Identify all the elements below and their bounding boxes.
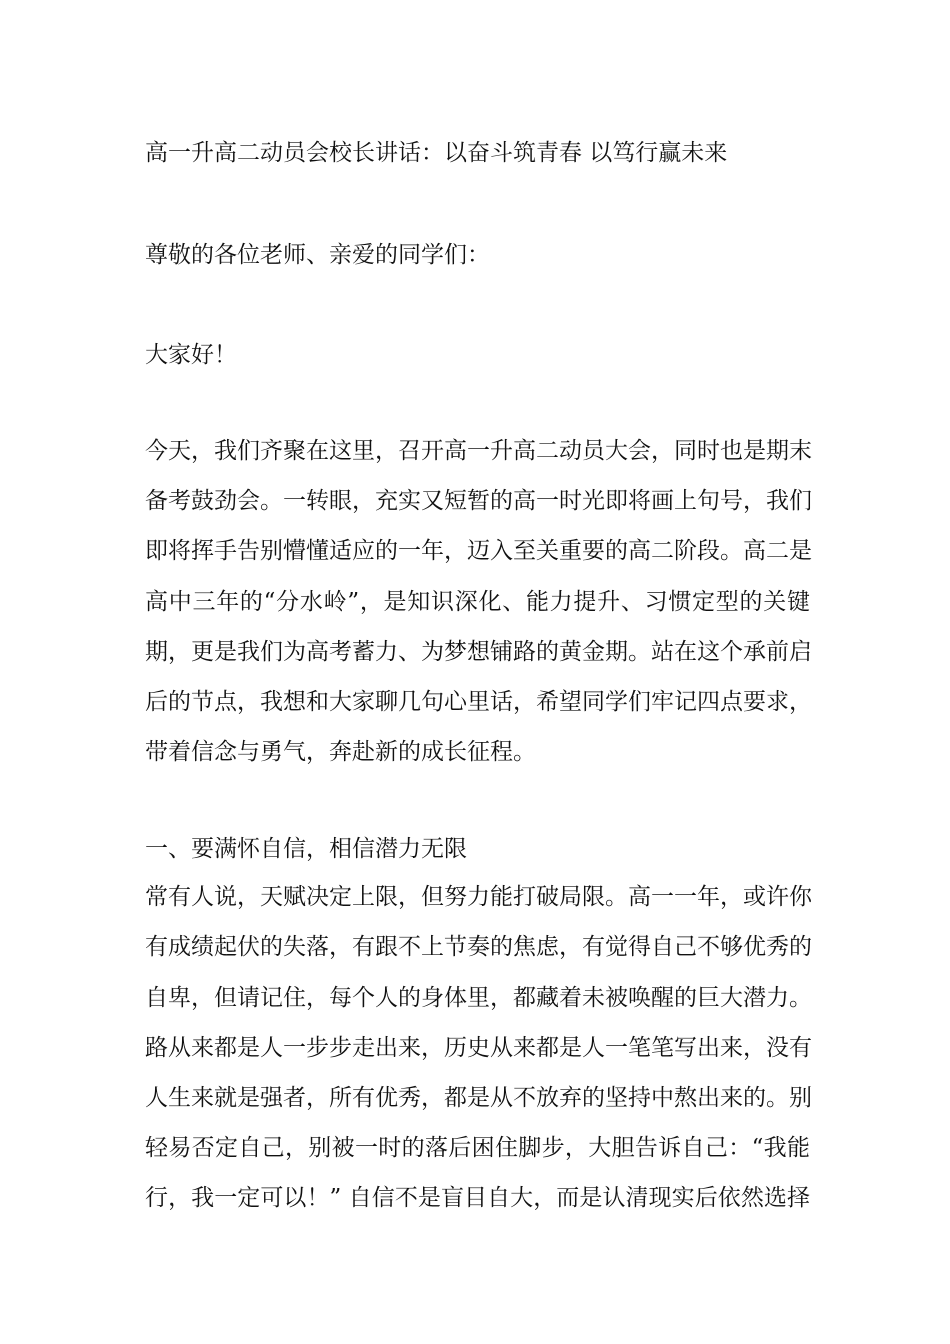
intro-line: 后的节点，我想和大家聊几句心里话，希望同学们牢记四点要求，: [145, 689, 812, 715]
greeting: 大家好！: [145, 342, 237, 368]
section-heading: 一、要满怀自信，相信潜力无限: [145, 836, 467, 862]
intro-line: 高中三年的“分水岭”，是知识深化、能力提升、习惯定型的关键: [145, 589, 810, 615]
intro-line: 备考鼓劲会。一转眼，充实又短暂的高一时光即将画上句号，我们: [145, 488, 812, 514]
document-title: 高一升高二动员会校长讲话：以奋斗筑青春 以笃行赢未来: [145, 140, 728, 166]
intro-line: 即将挥手告别懵懂适应的一年，迈入至关重要的高二阶段。高二是: [145, 538, 812, 564]
section-line: 行，我一定可以！” 自信不是盲目自大，而是认清现实后依然选择: [145, 1185, 810, 1211]
section-line: 自卑，但请记住，每个人的身体里，都藏着未被唤醒的巨大潜力。: [145, 985, 812, 1011]
intro-line: 带着信念与勇气，奔赴新的成长征程。: [145, 739, 536, 765]
section-line: 轻易否定自己，别被一时的落后困住脚步，大胆告诉自己：“我能: [145, 1135, 810, 1161]
section-line: 常有人说，天赋决定上限，但努力能打破局限。高一一年，或许你: [145, 884, 812, 910]
section-line: 人生来就是强者，所有优秀，都是从不放弃的坚持中熬出来的。别: [145, 1085, 812, 1111]
section-line: 有成绩起伏的失落，有跟不上节奏的焦虑，有觉得自己不够优秀的: [145, 934, 812, 960]
section-line: 路从来都是人一步步走出来，历史从来都是人一笔笔写出来，没有: [145, 1035, 812, 1061]
salutation: 尊敬的各位老师、亲爱的同学们：: [145, 242, 490, 268]
intro-line: 今天，我们齐聚在这里，召开高一升高二动员大会，同时也是期末: [145, 438, 812, 464]
intro-line: 期，更是我们为高考蓄力、为梦想铺路的黄金期。站在这个承前启: [145, 639, 812, 665]
